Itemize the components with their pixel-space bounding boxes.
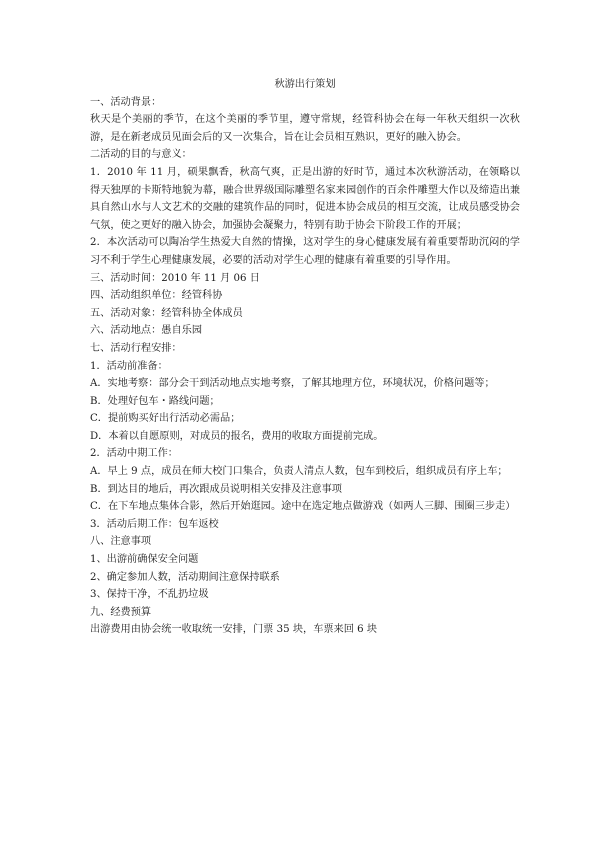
- section-heading-notes: 八、注意事项: [90, 536, 152, 548]
- background-paragraph: 秋天是个美丽的季节，在这个美丽的季节里，遵守常规，经管科协会在每一年秋天组织一次秋游，是在新老成员见面会后的又一次集合，旨在让会员相互熟识，更好的融入协会。: [90, 114, 520, 143]
- section-heading-schedule: 七、活动行程安排：: [90, 342, 182, 354]
- preparation-item-d: D．本着以自愿原则，对成员的报名，费用的收取方面提前完成。: [90, 430, 384, 442]
- schedule-preparation-heading: 1．活动前准备：: [90, 360, 168, 372]
- midterm-item-b: B．到达目的地后，再次跟成员说明相关安排及注意事项: [90, 483, 342, 495]
- preparation-item-a: A．实地考察：部分会干到活动地点实地考察，了解其地理方位，环境状况，价格问题等；: [90, 378, 495, 390]
- midterm-item-a: A．早上 9 点，成员在师大校门口集合，负责人清点人数，包车到校后，组织成员有序上车；: [90, 466, 508, 478]
- note-item-3: 3、保持干净，不乱扔垃圾: [90, 589, 209, 601]
- document-body: [90, 76, 520, 639]
- document-title: 秋游出行策划: [274, 79, 336, 90]
- budget-paragraph: 出游费用由协会统一收取统一安排，门票 35 块，车票来回 6 块: [90, 624, 378, 636]
- note-item-1: 1、出游前确保安全问题: [90, 554, 199, 566]
- purpose-paragraph-1: 1．2010 年 11 月，硕果飘香，秋高气爽，正是出游的好时节，通过本次秋游活动，在领略以得天独厚的卡斯特地貌为幕，融合世界级国际雕塑名家来园创作的百余件雕塑大作以及缔造出兼具自然山水与人文艺术的交融的建筑作品的同时，促进本协会成员的相互交流，让成员感受协会气氛，使之更好的融入协会，加强协会凝聚力，特别有助于协会下阶段工作的开展；: [90, 166, 520, 231]
- purpose-paragraph-2: 2．本次活动可以陶冶学生热爱大自然的情操，这对学生的身心健康发展有着重要帮助沉闷的学习不利于学生心理健康发展，必要的活动对学生心理的健康有着重要的引导作用。: [90, 237, 520, 266]
- preparation-item-c: C．提前购买好出行活动必需品；: [90, 413, 241, 425]
- preparation-item-b: B．处理好包车・路线问题；: [90, 395, 220, 407]
- section-time: 三、活动时间：2010 年 11 月 06 日: [90, 272, 260, 284]
- section-participants: 五、活动对象：经管科协全体成员: [90, 307, 243, 319]
- note-item-2: 2、确定参加人数，活动期间注意保持联系: [90, 571, 280, 583]
- midterm-item-c: C．在下车地点集体合影，然后开始逛园。途中在选定地点做游戏（如两人三脚、围圈三步走）: [90, 501, 516, 513]
- section-heading-background: 一、活动背景：: [90, 96, 162, 108]
- section-organizer: 四、活动组织单位：经管科协: [90, 290, 223, 302]
- schedule-midterm-heading: 2．活动中期工作：: [90, 448, 178, 460]
- section-heading-purpose: 二活动的目的与意义：: [90, 149, 192, 161]
- schedule-final-heading: 3．活动后期工作：包车返校: [90, 518, 219, 530]
- section-location: 六、活动地点：愚自乐园: [90, 325, 203, 337]
- section-heading-budget: 九、经费预算: [90, 606, 152, 618]
